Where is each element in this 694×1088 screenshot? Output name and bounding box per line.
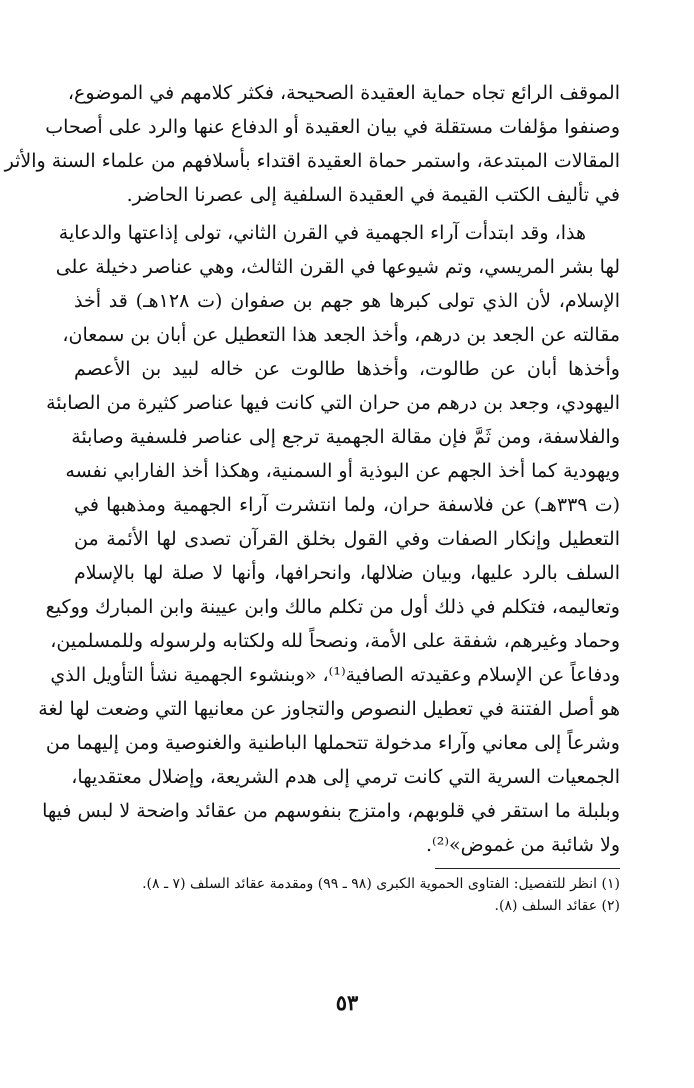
text-line: السلف بالرد عليها، وبيان ضلالها، وانحرافها، وأنها لا صلة لها بالإسلام [74, 562, 620, 584]
footnote-1: (١) انظر للتفصيل: الفتاوى الحموية الكبرى (٩٨ ـ ٩٩) ومقدمة عقائد السلف (٧ ـ ٨). [142, 876, 620, 892]
text-line: والفلاسفة، ومن ثَمَّ فإن مقالة الجهمية ترجع إلى عناصر فلسفية وصابئة [71, 426, 620, 448]
text-line: (ت ٣٣٩هـ) عن فلاسفة حران، ولما انتشرت آراء الجهمية ومذهبها في [74, 494, 620, 516]
footnote-separator [435, 868, 620, 869]
text-line: التعطيل وإنكار الصفات وفي القول بخلق القرآن تصدى لها الأئمة من [74, 528, 620, 550]
text-line: الإسلام، لأن الذي تولى كبرها هو جهم بن صفوان (ت ١٢٨هـ) قد أخذ [74, 290, 620, 312]
text-line: هو أصل الفتنة في تعطيل النصوص والتجاوز عن معانيها التي وضعت لها لغة [38, 698, 620, 720]
text-line: مقالته عن الجعد بن درهم، وأخذ الجعد هذا التعطيل عن أبان بن سمعان، [62, 324, 620, 346]
text-line: الجمعيات السرية التي كانت ترمي إلى هدم الشريعة، وإضلال معتقديها، [71, 766, 620, 788]
footnotes [74, 873, 620, 917]
text-line: وشرعاً إلى معاني وآراء مدخولة تتحملها الباطنية والغنوصية ومن إليهما من [45, 732, 620, 754]
text-line: لها بشر المريسي، وتم شيوعها في القرن الثالث، وهي عناصر دخيلة على [55, 256, 620, 278]
text-line: المقالات المبتدعة، واستمر حماة العقيدة اقتداء بأسلافهم من علماء السنة والأثر [4, 150, 620, 172]
text-line: وصنفوا مؤلفات مستقلة في بيان العقيدة أو الدفاع عنها والرد على أصحاب [45, 116, 620, 138]
text-line: ودفاعاً عن الإسلام وعقيدته الصافية⁽¹⁾، «وبنشوء الجهمية نشأ التأويل الذي [50, 664, 620, 686]
text-line: وحماد وغيرهم، شفقة على الأمة، ونصحاً لله ولكتابه ولرسوله وللمسلمين، [50, 630, 620, 652]
text-line: اليهودي، وجعد بن درهم من حران التي كانت فيها عناصر كثيرة من الصابئة [46, 392, 620, 414]
text-line: ويهودية كما أخذ الجهم عن البوذية أو السمنية، وهكذا أخذ الفارابي نفسه [65, 460, 620, 482]
text-line: الموقف الرائع تجاه حماية العقيدة الصحيحة، فكثر كلامهم في الموضوع، [67, 82, 620, 104]
text-line: وبلبلة ما استقر في قلوبهم، وامتزج بنفوسهم من عقائد واضحة لا لبس فيها [42, 800, 620, 822]
text-line: وأخذها أبان عن طالوت، وأخذها طالوت عن خاله لبيد بن الأعصم [74, 358, 620, 380]
text-line: هذا، وقد ابتدأت آراء الجهمية في القرن الثاني، تولى إذاعتها والدعاية [58, 222, 586, 244]
text-line: ولا شائبة من غموض»⁽²⁾. [425, 834, 620, 856]
paragraph-1 [4, 76, 620, 212]
text-line: وتعاليمه، فتكلم في ذلك أول من تكلم مالك وابن عيينة وابن المبارك ووكيع [45, 596, 620, 618]
footnote-2: (٢) عقائد السلف (٨). [494, 898, 620, 914]
page-number: ٥٣ [335, 990, 359, 1015]
text-line: في تأليف الكتب القيمة في العقيدة السلفية إلى عصرنا الحاضر. [126, 184, 620, 206]
paragraph-2 [38, 216, 620, 862]
